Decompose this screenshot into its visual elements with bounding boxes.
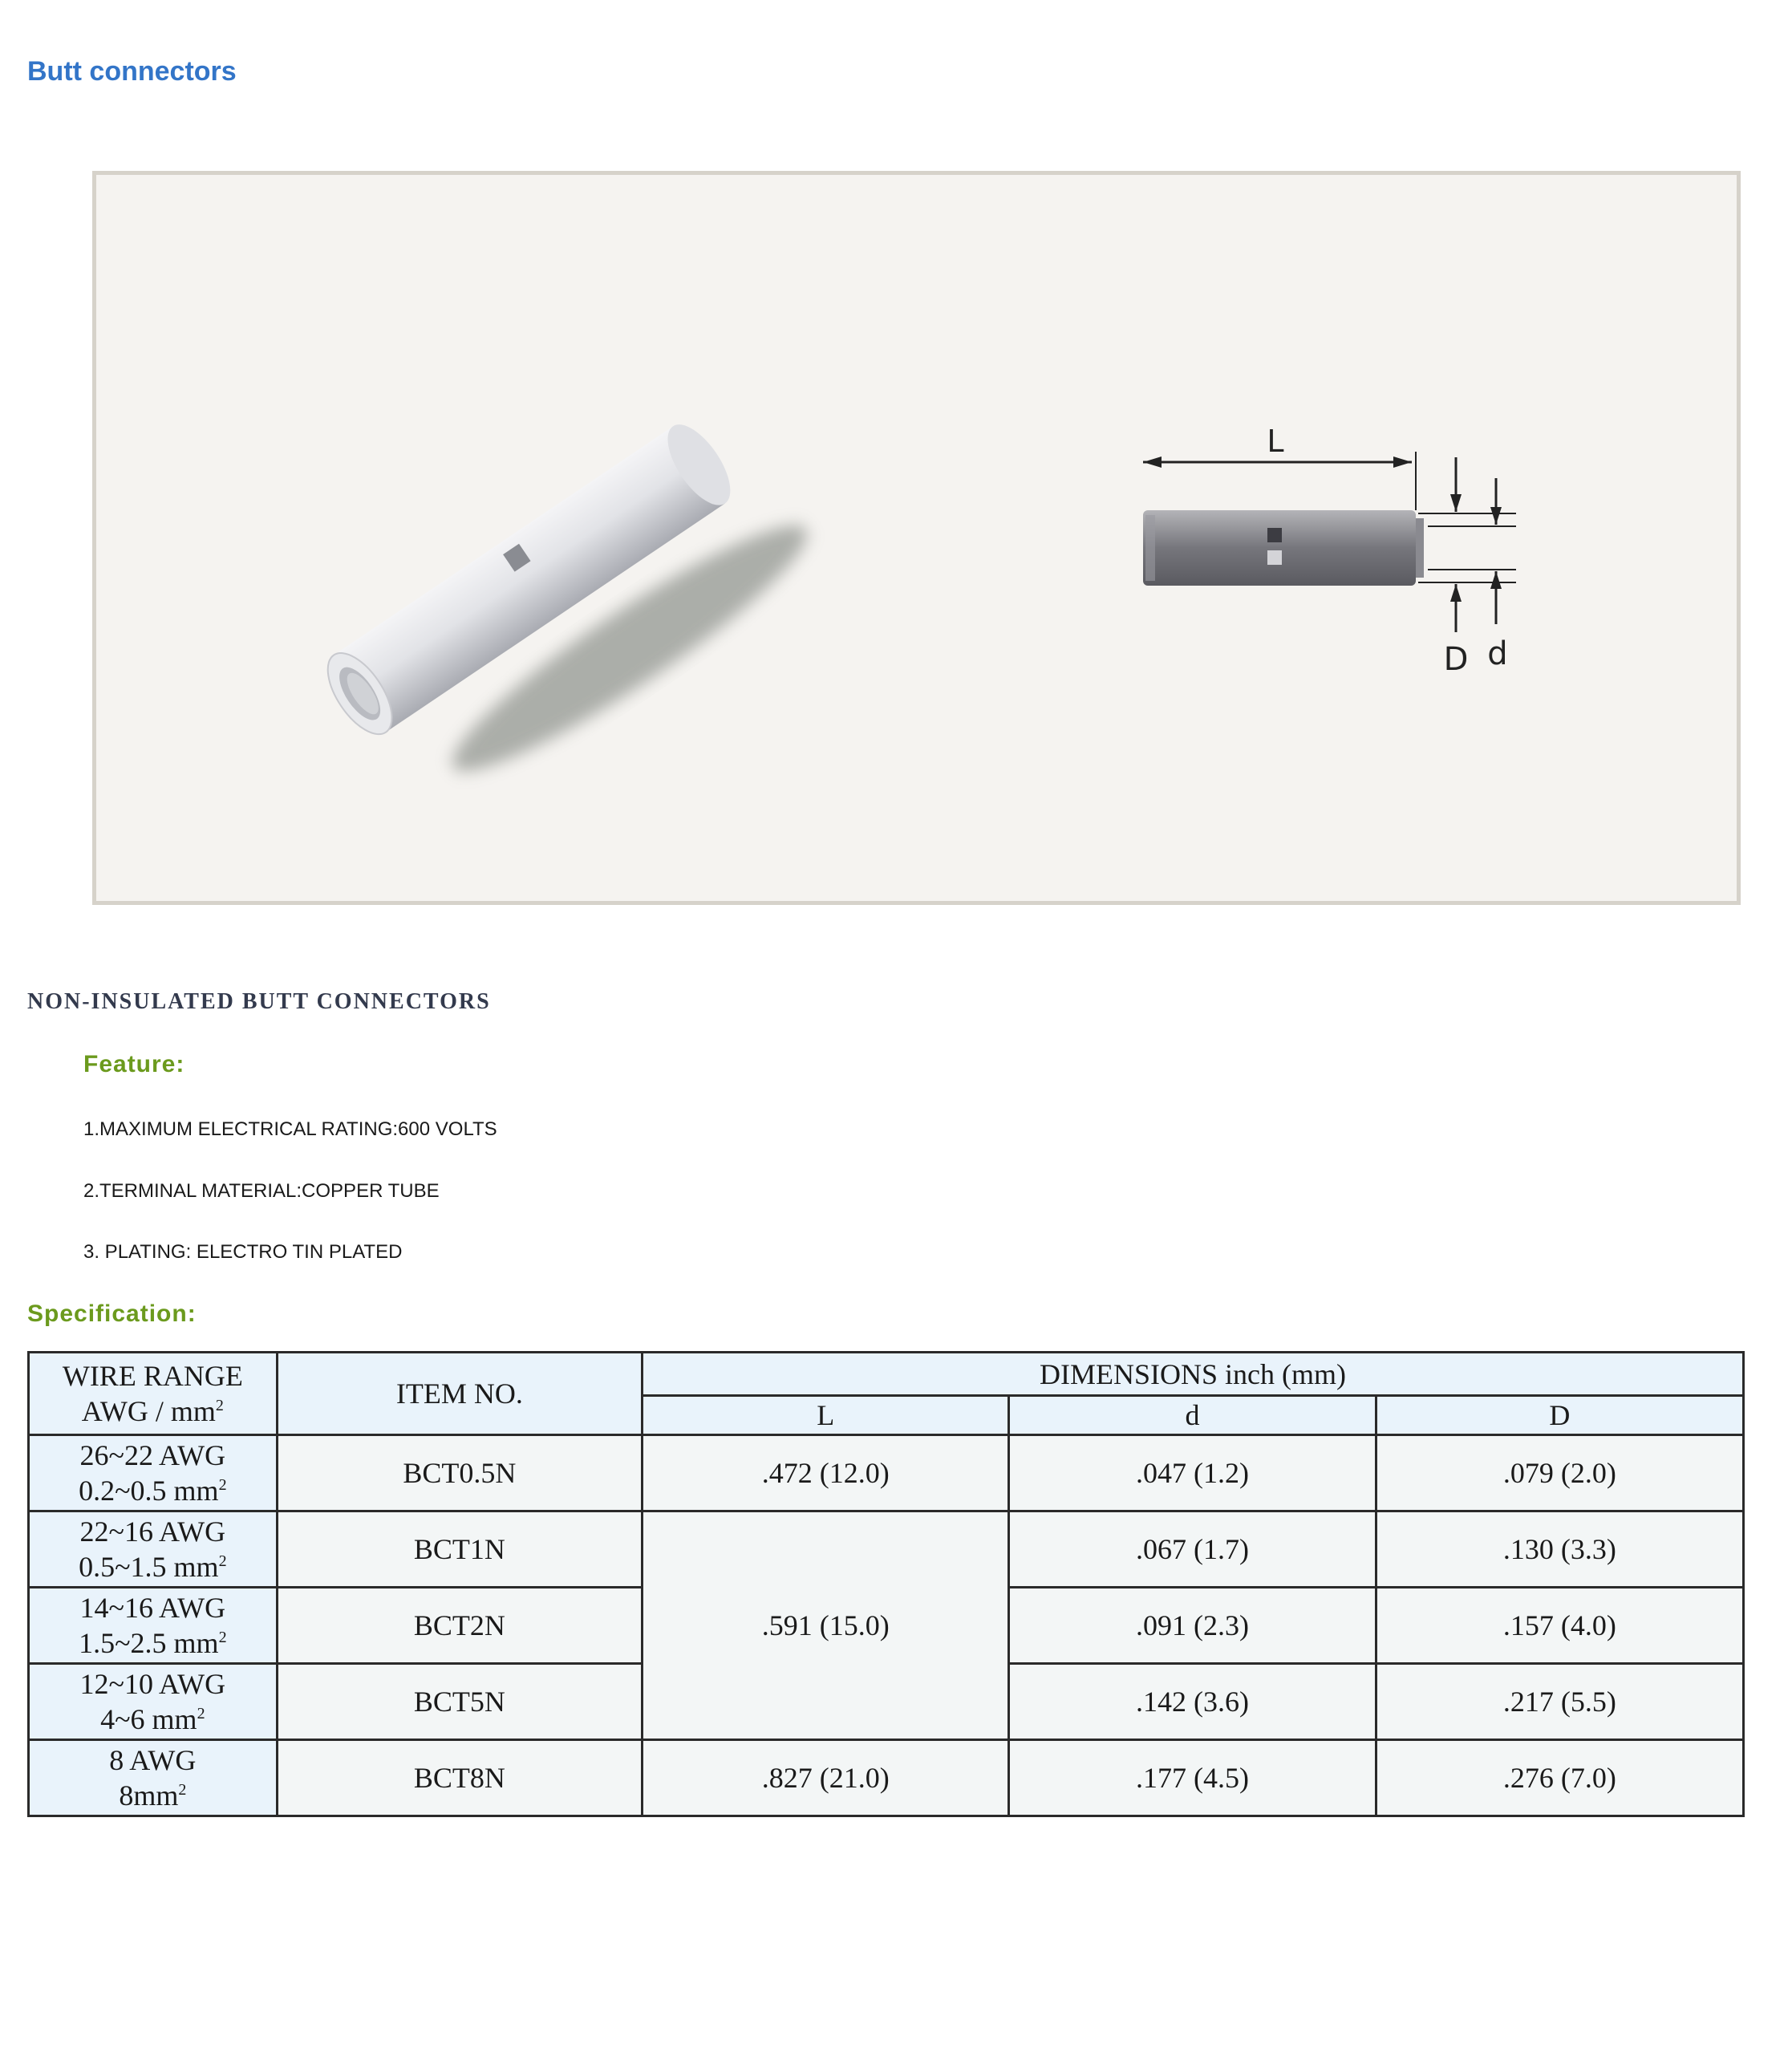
product-image-panel bbox=[92, 171, 1741, 905]
wire-range-cell bbox=[29, 1664, 278, 1740]
wire-range-cell bbox=[29, 1511, 278, 1588]
table-row bbox=[29, 1435, 1744, 1511]
d-cell: .142 (3.6) bbox=[1009, 1664, 1376, 1740]
item-no-cell: BCT2N bbox=[277, 1588, 642, 1664]
awg-value: 26~22 AWG bbox=[79, 1439, 226, 1471]
D-cell: .276 (7.0) bbox=[1376, 1740, 1743, 1816]
D-cell: .130 (3.3) bbox=[1376, 1511, 1743, 1588]
mm-value: 0.2~0.5 $mm^2$ bbox=[79, 1475, 227, 1507]
item-no-cell: BCT8N bbox=[277, 1740, 642, 1816]
feature-item: 2.TERMINAL MATERIAL:COPPER TUBE bbox=[83, 1180, 440, 1202]
D-cell: .157 (4.0) bbox=[1376, 1588, 1743, 1664]
L-cell: .472 (12.0) bbox=[643, 1435, 1009, 1511]
header-wire-unit: AWG / $mm^2$ bbox=[81, 1395, 224, 1427]
mm-value: $8mm^2$ bbox=[119, 1779, 187, 1812]
header-wire-range-label: WIRE RANGE bbox=[62, 1360, 243, 1392]
wire-range-cell bbox=[29, 1435, 278, 1511]
D-cell: .217 (5.5) bbox=[1376, 1664, 1743, 1740]
feature-item: 1.MAXIMUM ELECTRICAL RATING:600 VOLTS bbox=[83, 1118, 497, 1140]
L-cell: .827 (21.0) bbox=[643, 1740, 1009, 1816]
header-col-d: d bbox=[1009, 1396, 1376, 1435]
item-no-cell: BCT1N bbox=[277, 1511, 642, 1588]
connector-side-view bbox=[1143, 510, 1416, 586]
product-illustration bbox=[96, 175, 1737, 901]
d-cell: .091 (2.3) bbox=[1009, 1588, 1376, 1664]
dim-label-L: L bbox=[1267, 424, 1284, 459]
page-title: Butt connectors bbox=[27, 56, 237, 87]
header-item-no: ITEM NO. bbox=[277, 1353, 642, 1435]
mm-value: 0.5~1.5 $mm^2$ bbox=[79, 1551, 227, 1583]
awg-value: 22~16 AWG bbox=[79, 1515, 226, 1548]
dim-label-d: d bbox=[1487, 635, 1508, 672]
d-cell: .047 (1.2) bbox=[1009, 1435, 1376, 1511]
dimension-drawing bbox=[1143, 424, 1516, 678]
table-row bbox=[29, 1511, 1744, 1588]
specification-table bbox=[27, 1351, 1745, 1817]
table-header-row bbox=[29, 1353, 1744, 1396]
section-title: NON-INSULATED BUTT CONNECTORS bbox=[27, 989, 491, 1014]
awg-value: 8 AWG bbox=[109, 1744, 197, 1776]
dim-label-D: D bbox=[1443, 641, 1469, 678]
butt-connector-3d-image bbox=[315, 415, 826, 798]
feature-item: 3. PLATING: ELECTRO TIN PLATED bbox=[83, 1241, 403, 1263]
d-cell: .177 (4.5) bbox=[1009, 1740, 1376, 1816]
header-dimensions: DIMENSIONS inch (mm) bbox=[643, 1353, 1744, 1396]
mm-value: 4~6 $mm^2$ bbox=[100, 1703, 205, 1735]
header-wire-range bbox=[29, 1353, 278, 1435]
wire-range-cell bbox=[29, 1588, 278, 1664]
d-cell: .067 (1.7) bbox=[1009, 1511, 1376, 1588]
item-no-cell: BCT0.5N bbox=[277, 1435, 642, 1511]
L-cell-merged: .591 (15.0) bbox=[643, 1511, 1009, 1740]
header-col-L: L bbox=[643, 1396, 1009, 1435]
awg-value: 12~10 AWG bbox=[79, 1668, 226, 1700]
header-col-D: D bbox=[1376, 1396, 1743, 1435]
D-cell: .079 (2.0) bbox=[1376, 1435, 1743, 1511]
item-no-cell: BCT5N bbox=[277, 1664, 642, 1740]
table-row bbox=[29, 1740, 1744, 1816]
mm-value: 1.5~2.5 $mm^2$ bbox=[79, 1627, 227, 1659]
specification-heading: Specification: bbox=[27, 1300, 197, 1327]
feature-heading: Feature: bbox=[83, 1051, 185, 1077]
awg-value: 14~16 AWG bbox=[79, 1592, 226, 1624]
wire-range-cell bbox=[29, 1740, 278, 1816]
